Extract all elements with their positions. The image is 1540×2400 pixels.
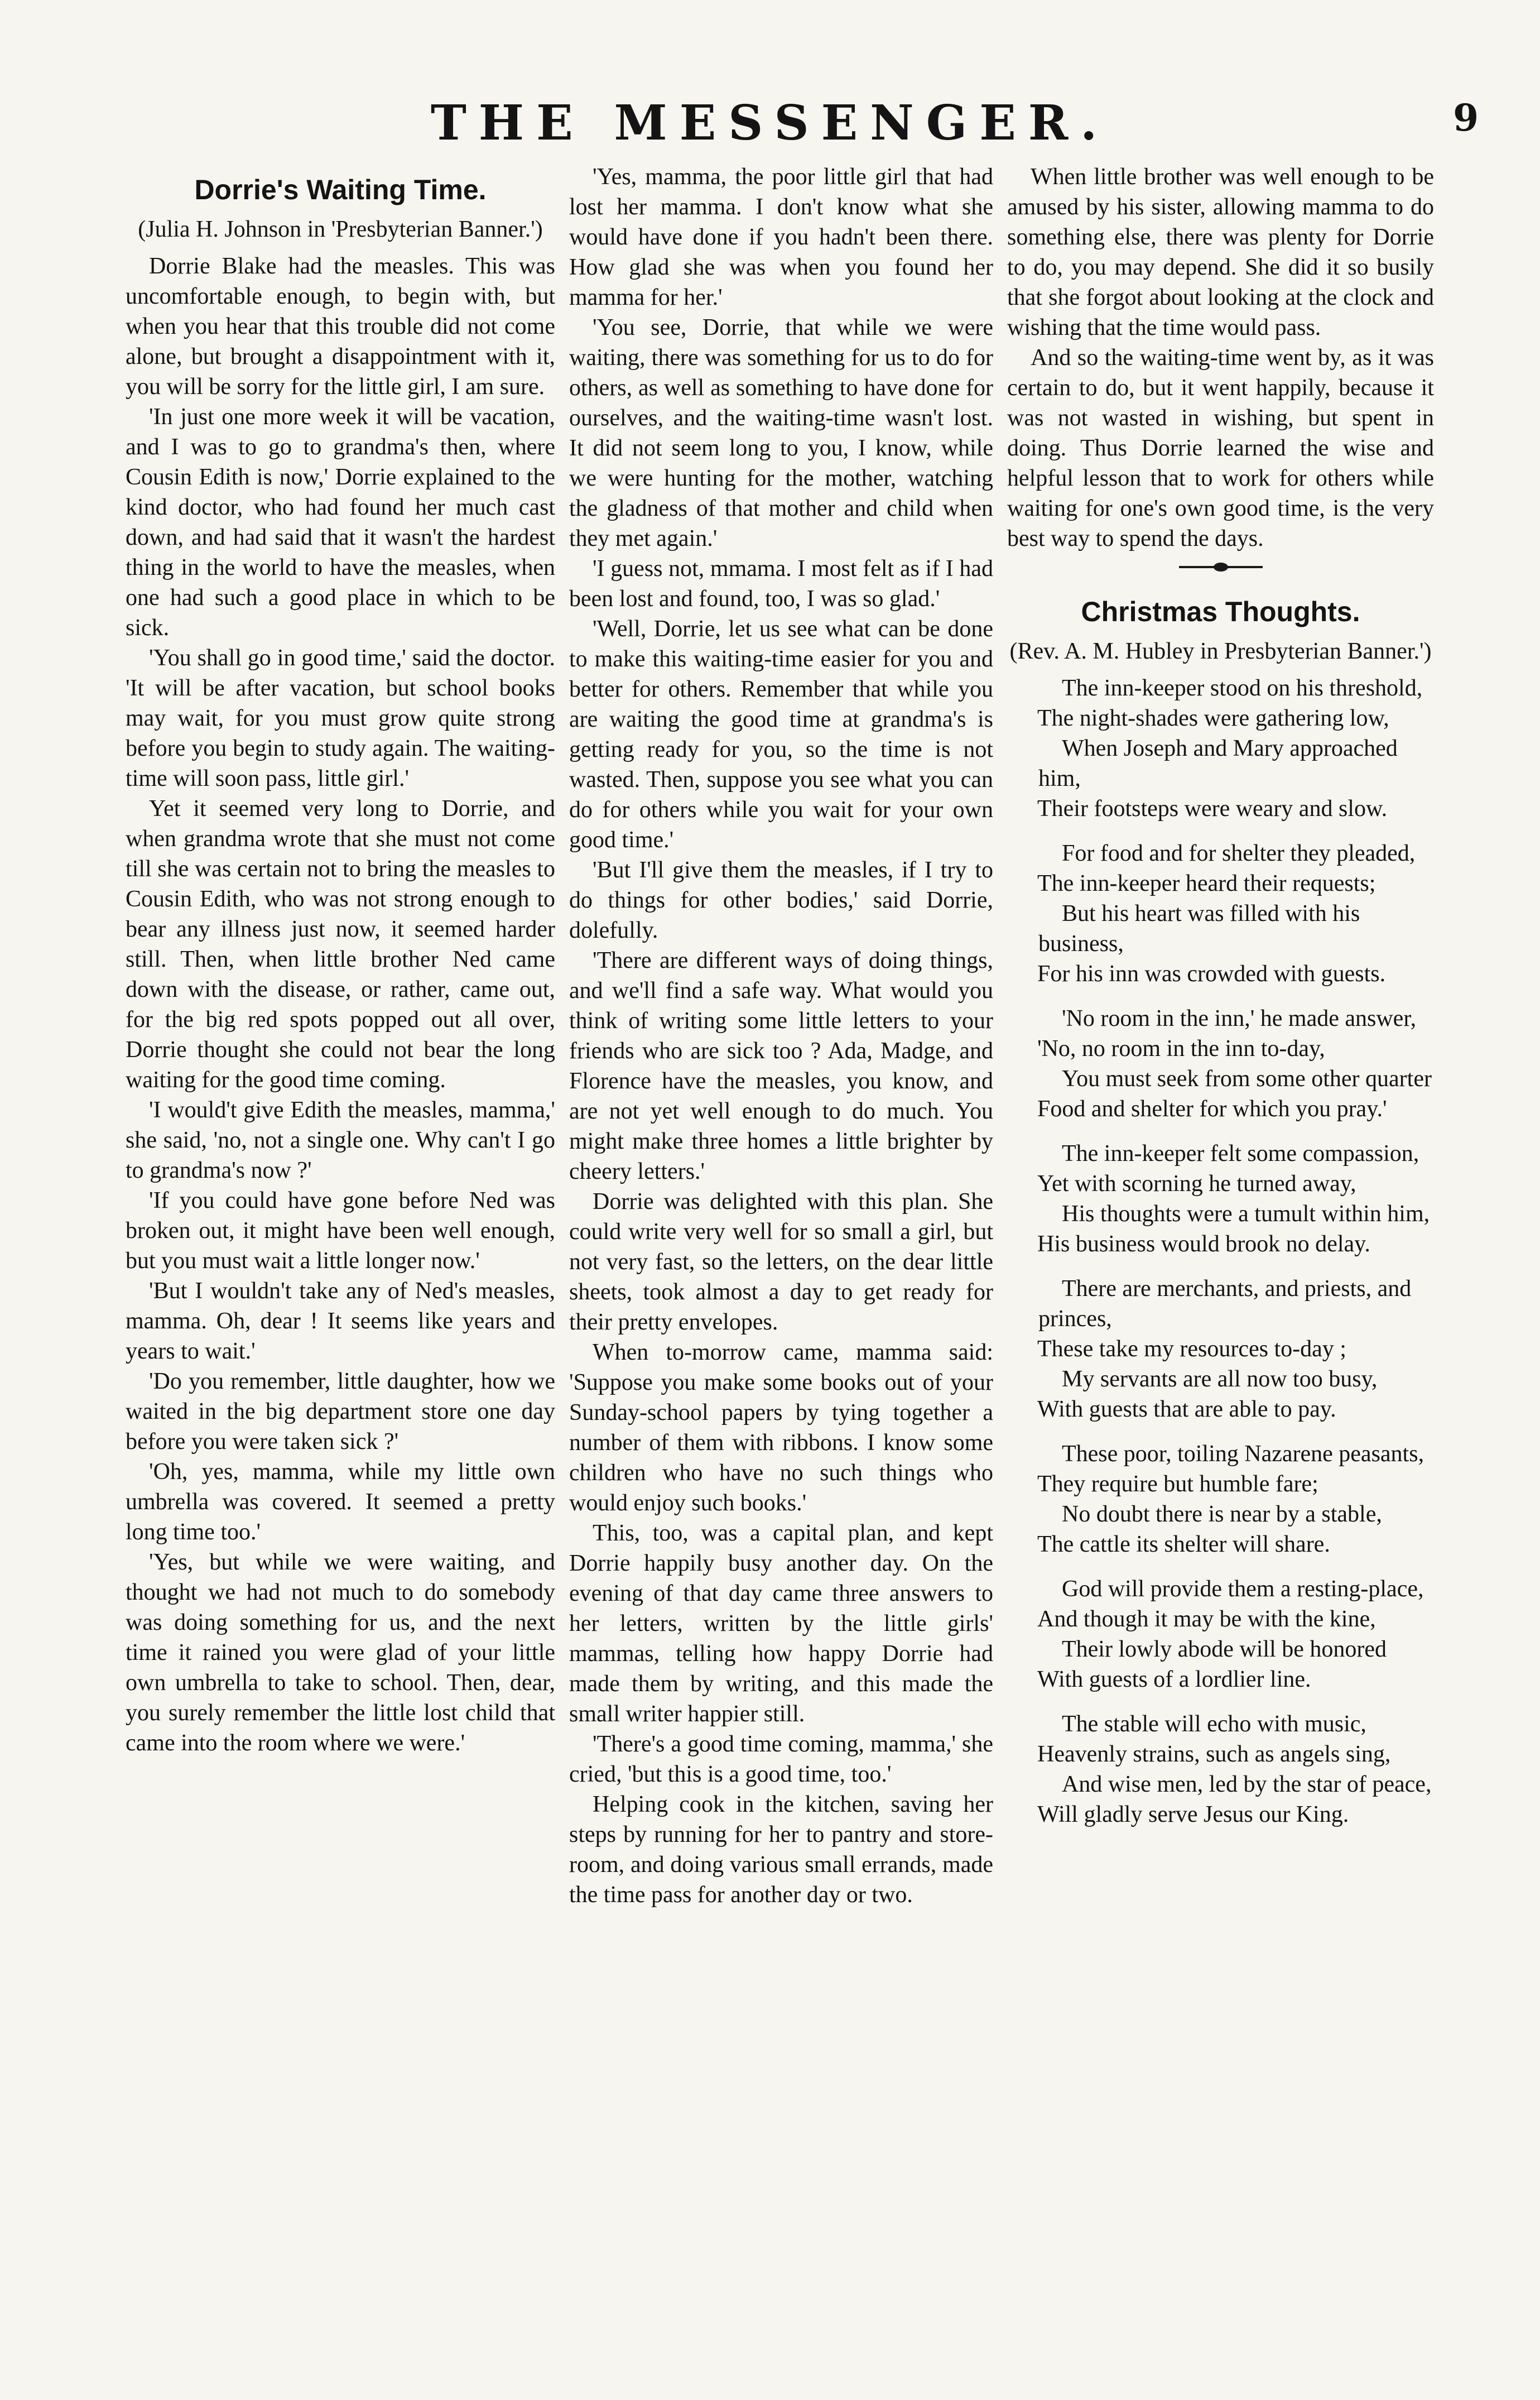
poem-line: Will gladly serve Jesus our King.: [1037, 1802, 1349, 1827]
poem-line: His thoughts were a tumult within him,: [1062, 1201, 1430, 1227]
story-title-dorrie: Dorrie's Waiting Time.: [194, 174, 487, 205]
poem-line: These take my resources to-day ;: [1037, 1336, 1346, 1362]
poem-line: No doubt there is near by a stable,: [1062, 1501, 1382, 1527]
poem-stanza: [1007, 673, 1434, 824]
poem-line: When Joseph and Mary approached him,: [1038, 736, 1398, 791]
poem-line: For food and for shelter they pleaded,: [1062, 841, 1416, 866]
paragraph: 'You shall go in good time,' said the doctor. 'It will be after vacation, but school books may wait, for you must grow quite strong before you begin to study again. The waiting-time will soon pass, little girl.': [126, 645, 555, 791]
poem-line: With guests that are able to pay.: [1037, 1396, 1336, 1422]
poem-stanza: [1007, 1709, 1434, 1830]
column-1: [126, 162, 555, 2389]
poem-line: There are merchants, and priests, and princes,: [1038, 1276, 1412, 1332]
paragraph: 'I guess not, mmama. I most felt as if I had been lost and found, too, I was so glad.': [569, 556, 993, 612]
paragraph: 'Oh, yes, mamma, while my little own umbrella was covered. It seemed a pretty long time too.': [126, 1459, 555, 1545]
poem-byline: (Rev. A. M. Hubley in Presbyterian Banner.'): [1009, 639, 1432, 664]
paragraph: 'In just one more week it will be vacation, and I was to go to grandma's then, where Cousin Edith is now,' Dorrie explained to the kind doctor, who had found her much cast down, and had said that it wasn't the hardest thing in the world to have the measles, when one had such a good place in which to be sick.: [126, 404, 555, 641]
paragraph: Helping cook in the kitchen, saving her steps by running for her to pantry and store-room, and doing various small errands, made the time pass for another day or two.: [569, 1792, 993, 1908]
paragraph: 'Yes, but while we were waiting, and thought we had not much to do somebody was doing something for us, and the next time it rained you were glad of your little own umbrella to take to school. Then, dear, you surely remember the little lost child that came into the room where we were.': [126, 1549, 555, 1756]
poem-line: But his heart was filled with his business,: [1038, 901, 1360, 957]
poem-line: God will provide them a resting-place,: [1062, 1576, 1424, 1602]
poem-line: The inn-keeper felt some compassion,: [1062, 1141, 1419, 1167]
poem-line: And wise men, led by the star of peace,: [1062, 1772, 1432, 1797]
story-body-col3: [1007, 162, 1434, 554]
poem-line: The night-shades were gathering low,: [1037, 705, 1389, 731]
newspaper-title: THE MESSENGER.: [430, 95, 1110, 151]
paragraph: 'Yes, mamma, the poor little girl that had lost her mamma. I don't know what she would have done if you hadn't been there. How glad she was when you found her mamma for her.': [569, 164, 993, 310]
poem-line: You must seek from some other quarter: [1062, 1066, 1432, 1092]
paragraph: 'Well, Dorrie, let us see what can be done to make this waiting-time easier for you and better for others. Remember that while you are waiting the good time at grandma's is getting ready for you, so the time is not wasted. Then, suppose you see what you can do for others while you wait for your own good time.': [569, 616, 993, 853]
poem-line: Their lowly abode will be honored: [1062, 1636, 1387, 1662]
poem-line: 'No room in the inn,' he made answer,: [1062, 1006, 1417, 1031]
poem-stanza: [1007, 1439, 1434, 1559]
paragraph: Dorrie Blake had the measles. This was uncomfortable enough, to begin with, but when you hear that this trouble did not come alone, but brought a disappointment with it, you will be sorry for the little girl, I am sure.: [126, 253, 555, 400]
column-2: [569, 162, 993, 2389]
paragraph: Yet it seemed very long to Dorrie, and when grandma wrote that she must not come till she was certain not to bring the measles to Cousin Edith, who was not strong enough to bear any illness just now, it seemed harder still. Then, when little brother Ned came down with the disease, or rather, came out, for the big red spots popped out all over, Dorrie thought she could not bear the long waiting for the good time coming.: [126, 796, 555, 1093]
paragraph: 'You see, Dorrie, that while we were waiting, there was something for us to do for others, as well as something to have done for ourselves, and the waiting-time wasn't lost. It did not seem long to you, I know, while we were hunting for the mother, watching the gladness of that mother and child when they met again.': [569, 315, 993, 551]
column-3: [1007, 162, 1434, 2389]
poem-line: These poor, toiling Nazarene peasants,: [1062, 1441, 1424, 1467]
story-byline-dorrie: (Julia H. Johnson in 'Presbyterian Banner.'): [138, 217, 543, 242]
poem-body: [1007, 673, 1434, 1830]
poem-line: The inn-keeper heard their requests;: [1037, 871, 1376, 896]
poem-line: Food and shelter for which you pray.': [1037, 1096, 1387, 1122]
poem-stanza: [1007, 1574, 1434, 1695]
poem-line: His business would brook no delay.: [1037, 1231, 1370, 1257]
paragraph: This, too, was a capital plan, and kept Dorrie happily busy another day. On the evening of that day came three answers to her letters, written by the little girls' mammas, telling how happy Dorrie had made them by writing, and this made the small writer happier still.: [569, 1520, 993, 1727]
poem-line: My servants are all now too busy,: [1062, 1366, 1378, 1392]
poem-line: Yet with scorning he turned away,: [1037, 1171, 1356, 1197]
poem-line: For his inn was crowded with guests.: [1037, 961, 1386, 987]
poem-line: Heavenly strains, such as angels sing,: [1037, 1741, 1391, 1767]
poem-line: With guests of a lordlier line.: [1037, 1667, 1311, 1692]
paragraph: 'There are different ways of doing things, and we'll find a safe way. What would you think of writing some little letters to your friends who are sick too ? Ada, Madge, and Florence have the measles, you know, and are not yet well enough to do much. You might make three homes a little brighter by cheery letters.': [569, 948, 993, 1184]
paragraph: When to-morrow came, mamma said: 'Suppose you make some books out of your Sunday-school papers by tying together a number of them with ribbons. I know some children who have no such things who would enjoy such books.': [569, 1340, 993, 1516]
poem-stanza: [1007, 1139, 1434, 1259]
paragraph: 'But I'll give them the measles, if I try to do things for other bodies,' said Dorrie, dolefully.: [569, 857, 993, 943]
paragraph: And so the waiting-time went by, as it was certain to do, but it went happily, because it was not wasted in wishing, but spent in doing. Thus Dorrie learned the wise and helpful lesson that to work for others while waiting for one's own good time, is the very best way to spend the days.: [1007, 345, 1434, 551]
poem-line: The stable will echo with music,: [1062, 1711, 1366, 1737]
poem-stanza: [1007, 1274, 1434, 1424]
section-divider: [1179, 566, 1263, 568]
page-number: 9: [1453, 96, 1479, 140]
poem-line: Their footsteps were weary and slow.: [1037, 796, 1388, 822]
story-body-col2: [569, 162, 993, 1910]
paragraph: 'Do you remember, little daughter, how we waited in the big department store one day before you were taken sick ?': [126, 1369, 555, 1455]
poem-line: The inn-keeper stood on his threshold,: [1062, 675, 1423, 701]
poem-title: Christmas Thoughts.: [1081, 596, 1360, 627]
poem-stanza: [1007, 838, 1434, 989]
masthead: [0, 84, 1540, 156]
paragraph: 'I would't give Edith the measles, mamma,' she said, 'no, not a single one. Why can't I go to grandma's now ?': [126, 1097, 555, 1183]
story-body-col1: [126, 251, 555, 1758]
poem-line: They require but humble fare;: [1037, 1471, 1318, 1497]
paragraph: 'But I wouldn't take any of Ned's measles, mamma. Oh, dear ! It seems like years and years to wait.': [126, 1278, 555, 1364]
paragraph: 'If you could have gone before Ned was broken out, it might have been well enough, but you must wait a little longer now.': [126, 1188, 555, 1274]
poem-line: The cattle its shelter will share.: [1037, 1532, 1330, 1557]
paragraph: Dorrie was delighted with this plan. She could write very well for so small a girl, but not very fast, so the letters, on the dear little sheets, took almost a day to get ready for their pretty envelopes.: [569, 1189, 993, 1335]
poem-line: 'No, no room in the inn to-day,: [1037, 1036, 1325, 1062]
poem-stanza: [1007, 1004, 1434, 1124]
paragraph: 'There's a good time coming, mamma,' she cried, 'but this is a good time, too.': [569, 1731, 993, 1787]
poem-line: And though it may be with the kine,: [1037, 1606, 1376, 1632]
paragraph: When little brother was well enough to be amused by his sister, allowing mamma to do something else, there was plenty for Dorrie to do, you may depend. She did it so busily that she forgot about looking at the clock and wishing that the time would pass.: [1007, 164, 1434, 340]
